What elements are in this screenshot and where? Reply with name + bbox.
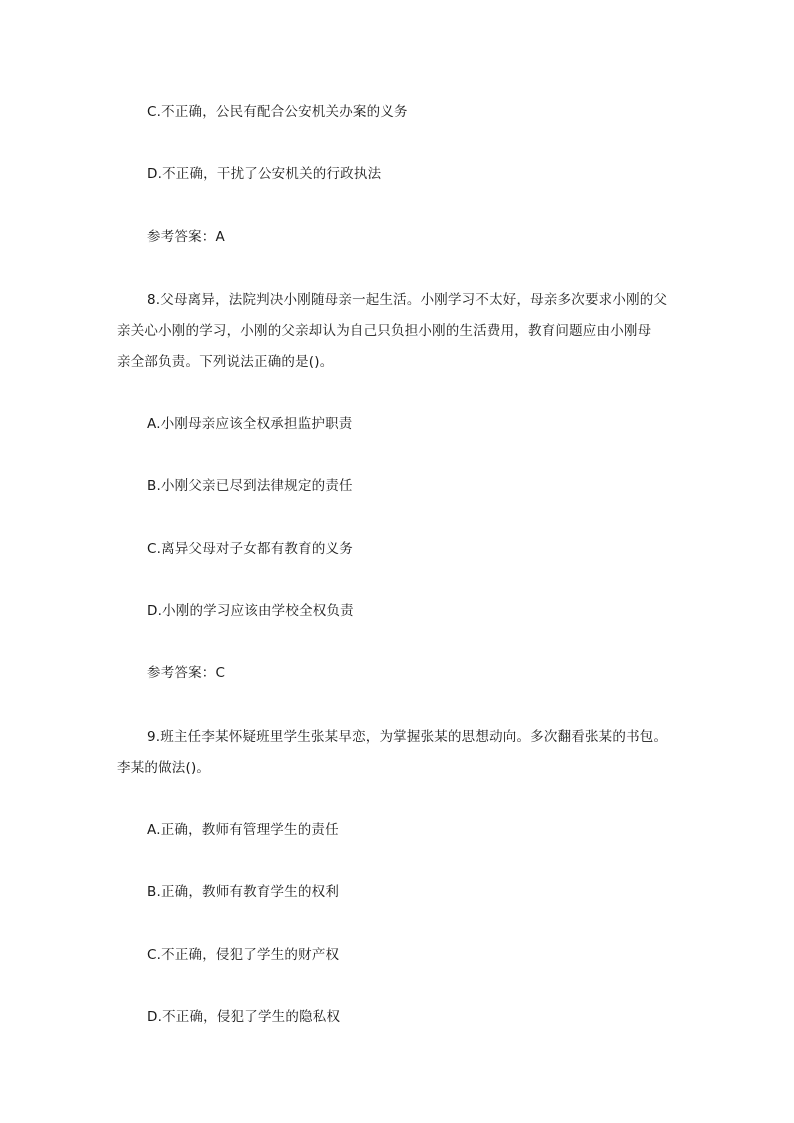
q8-answer: 参考答案：C xyxy=(147,665,226,681)
q9-stem xyxy=(117,722,677,784)
q7-option-c: C.不正确，公民有配合公安机关办案的义务 xyxy=(147,104,408,120)
q8-option-c: C.离异父母对子女都有教育的义务 xyxy=(147,541,353,557)
q7-option-d: D.不正确，干扰了公安机关的行政执法 xyxy=(147,166,382,182)
q9-option-b: B.正确，教师有教育学生的权利 xyxy=(147,884,340,900)
q9-option-a: A.正确，教师有管理学生的责任 xyxy=(147,822,339,838)
q9-stem-line-2: 李某的做法()。 xyxy=(117,760,211,776)
q9-stem-line-1: 9.班主任李某怀疑班里学生张某早恋，为掌握张某的思想动向。多次翻看张某的书包。 xyxy=(147,729,668,745)
q8-stem-line-2: 亲关心小刚的学习，小刚的父亲却认为自己只负担小刚的生活费用，教育问题应由小刚母 xyxy=(117,323,652,339)
q8-option-b: B.小刚父亲已尽到法律规定的责任 xyxy=(147,478,353,494)
q8-stem xyxy=(117,285,677,378)
q8-option-d: D.小刚的学习应该由学校全权负责 xyxy=(147,603,354,619)
q7-answer: 参考答案：A xyxy=(147,229,225,245)
q9-option-c: C.不正确，侵犯了学生的财产权 xyxy=(147,947,340,963)
q8-stem-line-3: 亲全部负责。下列说法正确的是()。 xyxy=(117,354,334,370)
q8-option-a: A.小刚母亲应该全权承担监护职责 xyxy=(147,416,353,432)
q8-stem-line-1: 8.父母离异，法院判决小刚随母亲一起生活。小刚学习不太好，母亲多次要求小刚的父 xyxy=(147,292,668,308)
q9-option-d: D.不正确，侵犯了学生的隐私权 xyxy=(147,1009,341,1025)
